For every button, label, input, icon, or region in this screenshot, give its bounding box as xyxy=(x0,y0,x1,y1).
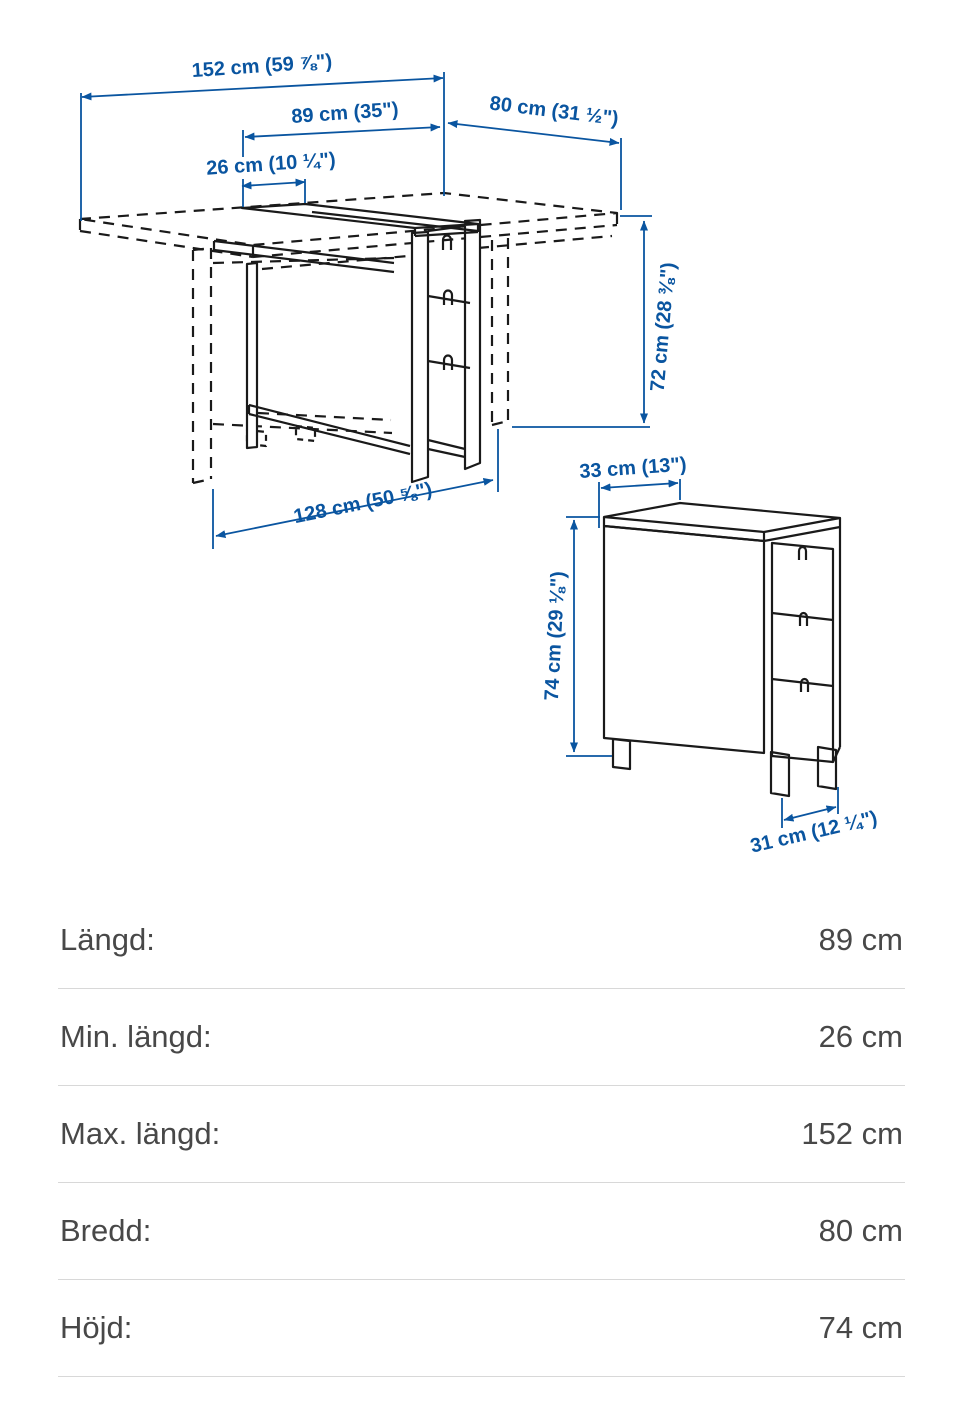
dim-label-31: 31 cm (12 ¼") xyxy=(748,807,880,858)
dim-label-33: 33 cm (13") xyxy=(578,453,688,483)
spec-value: 152 cm xyxy=(801,1116,903,1151)
dim-label-26: 26 cm (10 ¼") xyxy=(205,148,337,180)
spec-value: 89 cm xyxy=(818,922,903,957)
dim-label-80: 80 cm (31 ½") xyxy=(488,92,620,131)
spec-label: Höjd: xyxy=(60,1310,133,1345)
spec-label: Längd: xyxy=(60,922,155,957)
spec-label: Min. längd: xyxy=(60,1019,212,1054)
dim-label-128: 128 cm (50 ⅝") xyxy=(291,478,434,529)
extended-table-drawing xyxy=(80,193,617,483)
spec-value: 80 cm xyxy=(818,1213,903,1248)
spec-value: 26 cm xyxy=(818,1019,903,1054)
center-section-solid xyxy=(242,204,480,482)
spec-row-width xyxy=(58,1183,905,1280)
dim-label-89: 89 cm (35") xyxy=(290,98,400,128)
spec-row-height xyxy=(58,1280,905,1377)
spec-row-max-length xyxy=(58,1086,905,1183)
spec-label: Bredd: xyxy=(60,1213,152,1248)
spec-label: Max. längd: xyxy=(60,1116,221,1151)
spec-row-min-length xyxy=(58,989,905,1086)
dimension-line-33 xyxy=(601,483,678,488)
dim-label-72: 72 cm (28 ⅜") xyxy=(646,261,680,393)
dim-label-74: 74 cm (29 ⅛") xyxy=(540,570,570,702)
folded-table-drawing xyxy=(604,503,840,796)
dimension-line-152 xyxy=(82,78,443,97)
measurement-spec-list xyxy=(58,892,905,1377)
dim-label-152: 152 cm (59 ⅞") xyxy=(191,50,333,83)
dimension-line-26 xyxy=(242,182,305,186)
spec-row-length xyxy=(58,892,905,989)
dimension-line-89 xyxy=(245,127,440,137)
spec-value: 74 cm xyxy=(818,1310,903,1345)
